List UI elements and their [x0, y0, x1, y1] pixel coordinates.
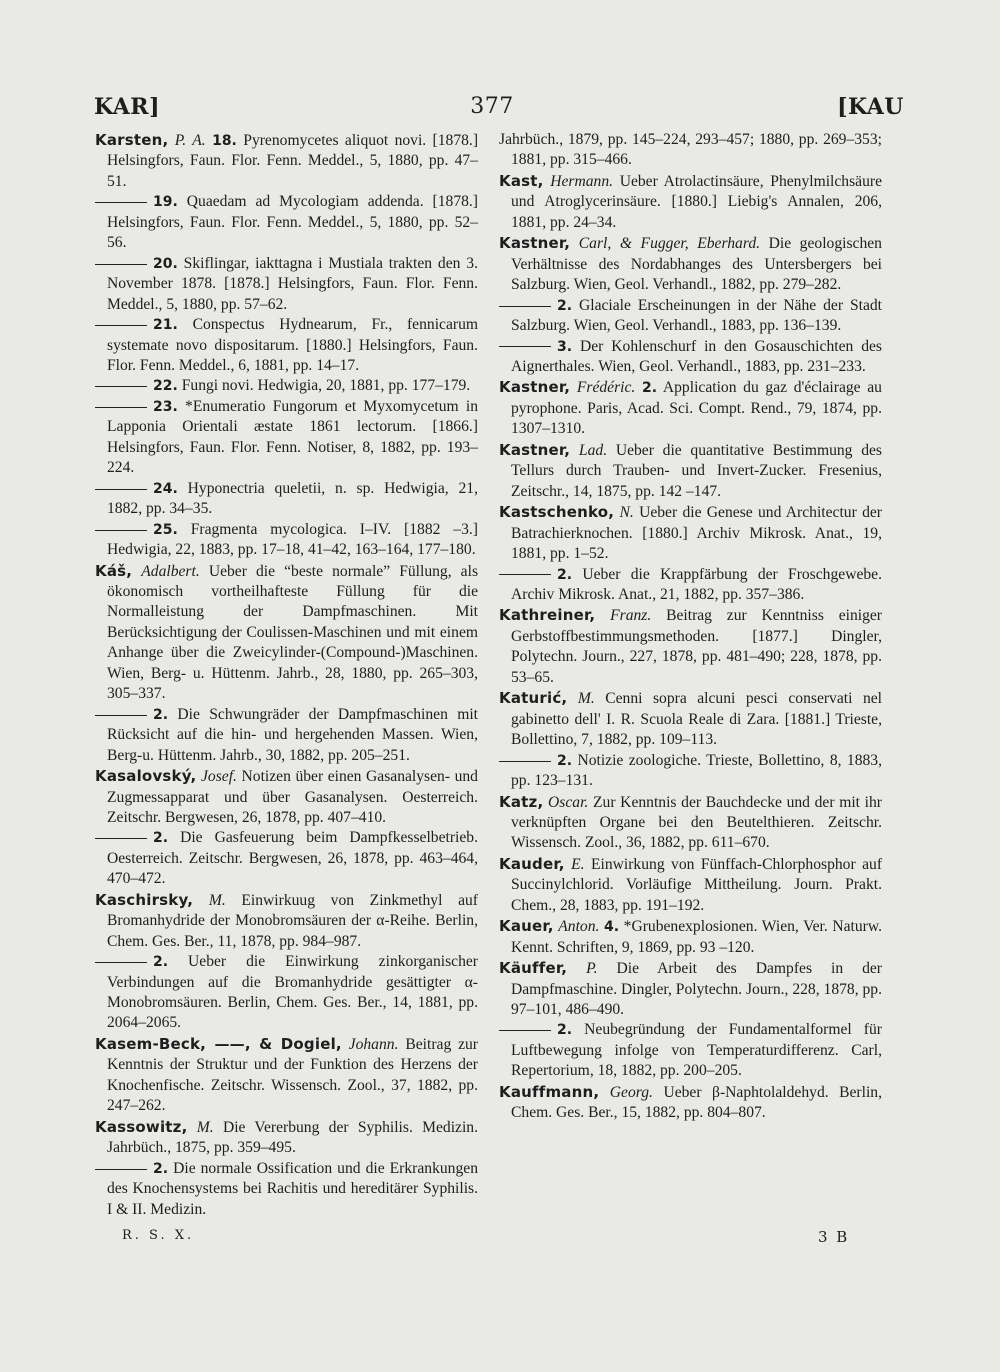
entry-text: Application du gaz d'éclairage au pyrophone. Paris, Acad. Sci. Compt. Rend., 79, 1874, pp. 1307–1310. — [511, 379, 882, 438]
entry-author: Kauer, — [499, 917, 554, 936]
entry-number: 2. — [153, 830, 169, 847]
entry-number: 2. — [557, 297, 573, 314]
bibliography-entry — [95, 766, 478, 828]
entry-number: 2. — [153, 954, 169, 971]
ditto-dash — [95, 530, 147, 531]
ditto-dash — [95, 325, 147, 326]
entry-given-name: P. A. — [174, 132, 206, 149]
bibliography-entry — [499, 130, 882, 171]
entry-author: Kasem-Beck, ——, & Dogiel, — [95, 1034, 342, 1053]
ditto-dash — [95, 962, 147, 963]
bibliography-entry — [499, 296, 882, 337]
bibliography-entry — [499, 688, 882, 750]
entry-text: Beitrag zur Kenntnis der Struktur und der Funktion des Herzens der Knochenfische. Zeitschr. Wissensch. Zool., 37, 1882, pp. 247–262. — [107, 1035, 478, 1115]
bibliography-entry — [95, 376, 478, 396]
entry-text: *Enumeratio Fungorum et Myxomycetum in Lapponia Orientali æstate 1861 lectorum. [1866.] Helsingfors, Faun. Flor. Fenn. Notiser, 8, 1882, pp. 193–224. — [107, 397, 478, 477]
ditto-dash — [499, 306, 551, 307]
bibliography-entry — [95, 192, 478, 253]
entry-author: Kathreiner, — [499, 606, 596, 625]
ditto-dash — [95, 202, 147, 203]
ditto-dash — [95, 715, 147, 716]
entry-number: 22. — [153, 378, 178, 395]
entry-text: Einwirkuug von Zinkmethyl auf Bromanhydride der Monobromsäuren der α-Reihe. Berlin, Chem. Ges. Ber., 11, 1878, pp. 984–987. — [107, 891, 478, 950]
bibliography-entry — [499, 565, 882, 606]
bibliography-entry — [499, 751, 882, 792]
entry-number: 2. — [642, 380, 658, 397]
entry-text: Ueber Atrolactinsäure, Phenylmilchsäure und Atroglycerinsäure. [1880.] Liebig's Annalen, 206, 1881, pp. 24–34. — [511, 172, 883, 231]
ditto-dash — [95, 407, 147, 408]
entry-author: Kastner, — [499, 440, 571, 459]
bibliography-entry — [95, 1117, 478, 1159]
entry-author: Kassowitz, — [95, 1117, 188, 1136]
bibliography-entry — [499, 377, 882, 439]
bibliography-entry — [95, 315, 478, 376]
bibliography-entry — [95, 828, 478, 889]
bibliography-entry — [499, 233, 882, 295]
entry-text: Fragmenta mycologica. I–IV. [1882 –3.] Hedwigia, 22, 1883, pp. 17–18, 41–42, 163–164, 177–180. — [107, 520, 478, 559]
bibliography-entry — [499, 440, 882, 502]
entry-given-name: M. — [208, 891, 226, 909]
page-number: 377 — [470, 94, 514, 119]
ditto-dash — [499, 1030, 551, 1031]
bibliography-entry — [95, 1034, 478, 1117]
entry-number: 2. — [557, 752, 573, 769]
entry-text: *Grubenexplosionen. Wien, Ver. Naturw. Kennt. Schriften, 9, 1869, pp. 93 –120. — [511, 918, 882, 956]
entry-given-name: N. — [619, 504, 634, 522]
entry-number: 24. — [153, 480, 178, 497]
entry-given-name: M. — [196, 1118, 214, 1136]
bibliography-entry — [95, 952, 478, 1034]
running-head-right: [KAU — [837, 94, 904, 120]
entry-number: 4. — [604, 919, 620, 936]
ditto-dash — [95, 489, 147, 490]
bibliography-entry — [499, 958, 882, 1020]
entry-text: Skiflingar, iakttagna i Mustiala trakten den 3. November 1878. [1878.] Helsingfors, Faun. Flor. Fenn. Meddel., 5, 1880, pp. 57–62. — [107, 254, 478, 313]
entry-number: 20. — [153, 255, 178, 272]
entry-author: Katz, — [499, 792, 544, 811]
bibliography-entry — [499, 605, 882, 688]
right-column — [499, 130, 882, 1124]
entry-author: Kastner, — [499, 234, 571, 253]
entry-text: Der Kohlenschurf in den Gosauschichten des Aignerthales. Wien, Geol. Verhandl., 1883, pp. 231–233. — [511, 337, 882, 375]
entry-number: 19. — [153, 194, 178, 211]
entry-number: 21. — [153, 317, 178, 334]
entry-text: Cenni sopra alcuni pesci conservati nel gabinetto dell' I. R. Scuola Reale di Zara. [1881.] Trieste, Bollettino, 7, 1882, pp. 109–113. — [511, 690, 882, 749]
entry-text: Glaciale Erscheinungen in der Nähe der Stadt Salzburg. Wien, Geol. Verhandl., 1883, pp. 136–139. — [511, 296, 882, 335]
entry-text: Die Arbeit des Dampfes in der Dampfmaschine. Dingler, Polytechn. Journ., 228, 1878, pp. 97–101, 486–490. — [511, 960, 883, 1019]
ditto-dash — [499, 761, 551, 762]
entry-text: Die normale Ossification und die Erkrankungen des Knochensystems bei Rachitis und hereditärer Syphilis. I & II. Medizin. — [107, 1159, 478, 1218]
entry-number: 23. — [153, 398, 178, 415]
entry-author: Karsten, — [95, 131, 169, 149]
entry-text: Die Schwungräder der Dampfmaschinen mit Rücksicht auf die hin- und hergehenden Massen. Wien, Berg-u. Hüttenm. Jahrb., 30, 1882, pp. 205–251. — [107, 705, 478, 764]
entry-given-name: Oscar. — [548, 793, 589, 811]
ditto-dash — [499, 574, 551, 575]
entry-author: Kastschenko, — [499, 503, 615, 522]
entry-text: Notizie zoologiche. Trieste, Bollettino, 8, 1883, pp. 123–131. — [511, 751, 882, 790]
ditto-dash — [95, 264, 147, 265]
entry-text: Ueber die quantitative Bestimmung des Tellurs durch Trauben- und Invert-Zucker. Fresenius, Zeitschr., 14, 1875, pp. 142 –147. — [511, 441, 882, 500]
bibliography-entry — [95, 561, 478, 705]
entry-given-name: Adalbert. — [141, 562, 200, 580]
entry-text: Ueber die Krappfärbung der Froschgewebe. Archiv Mikrosk. Anat., 21, 1882, pp. 357–386. — [511, 565, 882, 603]
entry-number: 2. — [153, 706, 169, 723]
entry-text: Ueber β-Naphtolaldehyd. Berlin, Chem. Ges. Ber., 15, 1882, pp. 804–807. — [511, 1083, 882, 1122]
entry-text: Ueber die Genese und Architectur der Batrachierknochen. [1880.] Archiv Mikrosk. Anat., 19, 1881, pp. 1–52. — [511, 504, 882, 563]
entry-text: Conspectus Hydnearum, Fr., fennicarum systemate novo dispositarum. [1880.] Helsingfors, Faun. Flor. Fenn. Meddel., 6, 1881, pp. 14–17. — [107, 316, 478, 374]
ditto-dash — [95, 1169, 147, 1170]
bibliography-entry — [95, 520, 478, 561]
entry-text: Jahrbüch., 1879, pp. 145–224, 293–457; 1880, pp. 269–353; 1881, pp. 315–466. — [499, 131, 882, 169]
entry-text: Notizen über einen Gasanalysen- und Zugmessapparat und über Gasanalysen. Oesterreich. Zeitschr. Bergwesen, 26, 1878, pp. 407–410. — [107, 768, 478, 826]
entry-given-name: Franz. — [610, 607, 652, 625]
bibliography-entry — [499, 792, 882, 854]
bibliography-entry — [499, 1082, 882, 1124]
ditto-dash — [95, 838, 147, 839]
entry-number: 18. — [212, 133, 237, 149]
entry-text: Neubegründung der Fundamentalformel für Luftbewegung infolge von Temperaturdifferenz. Carl, Repertorium, 18, 1882, pp. 200–205. — [511, 1021, 882, 1080]
entry-number: 2. — [153, 1160, 169, 1177]
entry-text: Ueber die “beste normale” Füllung, als ökonomisch vortheilhafteste Füllung für die Normalleistung der Dampfmaschinen. Mit Berücksichtigung der Coulissen-Maschinen und mit einem Anhange über die Zweicylinder-(Compound-)Maschinen. Wien, Berg- u. Hüttenm. Jahrb., 28, 1880, pp. 265–303, 305–337. — [107, 562, 479, 703]
signature-mark: R. S. X. — [122, 1228, 195, 1243]
entry-author: Katurić, — [499, 689, 568, 708]
bibliography-entry — [95, 397, 478, 479]
bibliography-entry — [95, 705, 478, 766]
entry-number: 25. — [153, 521, 178, 538]
bibliography-entry — [499, 854, 882, 916]
bibliography-entry — [95, 890, 478, 952]
entry-given-name: Johann. — [348, 1035, 399, 1053]
entry-text: Fungi novi. Hedwigia, 20, 1881, pp. 177–179. — [181, 377, 471, 395]
bibliography-entry — [95, 130, 478, 192]
entry-text: Die Gasfeuerung beim Dampfkesselbetrieb. Oesterreich. Zeitschr. Bergwesen, 26, 1878, pp. 463–464, 470–472. — [107, 829, 478, 888]
entry-author: Kauffmann, — [499, 1082, 600, 1101]
entry-given-name: Josef. — [201, 768, 237, 786]
entry-given-name: P. — [586, 960, 598, 978]
gathering-mark: 3 B — [818, 1228, 850, 1246]
bibliography-entry — [499, 502, 882, 564]
ditto-dash — [95, 386, 147, 387]
entry-number: 3. — [557, 338, 573, 355]
bibliography-entry — [95, 254, 478, 315]
entry-author: Kasalovský, — [95, 767, 197, 786]
entry-author: Kast, — [499, 171, 544, 190]
entry-given-name: E. — [571, 855, 585, 873]
entry-author: Kaschirsky, — [95, 890, 194, 909]
entry-given-name: Georg. — [609, 1083, 653, 1101]
entry-text: Pyrenomycetes aliquot novi. [1878.] Helsingfors, Faun. Flor. Fenn. Meddel., 5, 1880, pp. 47–51. — [107, 132, 479, 190]
entry-text: Quaedam ad Mycologiam addenda. [1878.] Helsingfors, Faun. Flor. Fenn. Meddel., 5, 1880, pp. 52–56. — [107, 193, 478, 252]
entry-text: Hyponectria queletii, n. sp. Hedwigia, 21, 1882, pp. 34–35. — [107, 479, 478, 518]
bibliography-entry — [499, 337, 882, 378]
entry-author: Käuffer, — [499, 959, 568, 978]
entry-number: 2. — [557, 566, 573, 583]
entry-text: Ueber die Einwirkung zinkorganischer Verbindungen auf die Bromanhydride gesättigter α-Monobromsäuren. Berlin, Chem. Ges. Ber., 14, 1881, pp. 2064–2065. — [107, 953, 478, 1032]
entry-author: Káš, — [95, 561, 133, 580]
entry-author: Kastner, — [499, 378, 571, 397]
entry-given-name: Anton. — [558, 918, 600, 936]
entry-given-name: Frédéric. — [576, 379, 636, 397]
entry-given-name: Carl, & Fugger, Eberhard. — [578, 235, 761, 253]
entry-given-name: M. — [577, 690, 595, 708]
entry-text: Die geologischen Verhältnisse des Nordabhanges des Untersbergers bei Salzburg. Wien, Geol. Verhandl., 1882, pp. 279–282. — [511, 235, 882, 294]
entry-text: Die Vererbung der Syphilis. Medizin. Jahrbüch., 1875, pp. 359–495. — [107, 1118, 478, 1157]
entry-author: Kauder, — [499, 854, 565, 873]
bibliography-entry — [499, 1020, 882, 1081]
entry-text: Zur Kenntnis der Bauchdecke und der mit ihr verknüpften Organe bei den Beutelthieren. Zeitschr. Wissensch. Zool., 36, 1882, pp. 611–670. — [511, 793, 882, 852]
left-column — [95, 130, 478, 1220]
bibliography-entry — [499, 916, 882, 958]
entry-text: Beitrag zur Kenntniss einiger Gerbstoffbestimmungsmethoden. [1877.] Dingler, Polytechn. Journ., 227, 1878, pp. 481–490; 228, 1878, pp. 53–65. — [511, 607, 882, 686]
ditto-dash — [499, 346, 551, 347]
entry-given-name: Lad. — [578, 441, 608, 459]
entry-text: Einwirkung von Fünffach-Chlorphosphor auf Succinylchlorid. Vorläufige Mittheilung. Journ. Prakt. Chem., 28, 1883, pp. 191–192. — [511, 855, 883, 914]
running-head-left: KAR] — [94, 94, 160, 120]
bibliography-entry — [95, 1159, 478, 1220]
entry-given-name: Hermann. — [550, 172, 614, 190]
bibliography-entry — [499, 171, 882, 233]
entry-number: 2. — [557, 1022, 573, 1039]
bibliography-entry — [95, 479, 478, 520]
